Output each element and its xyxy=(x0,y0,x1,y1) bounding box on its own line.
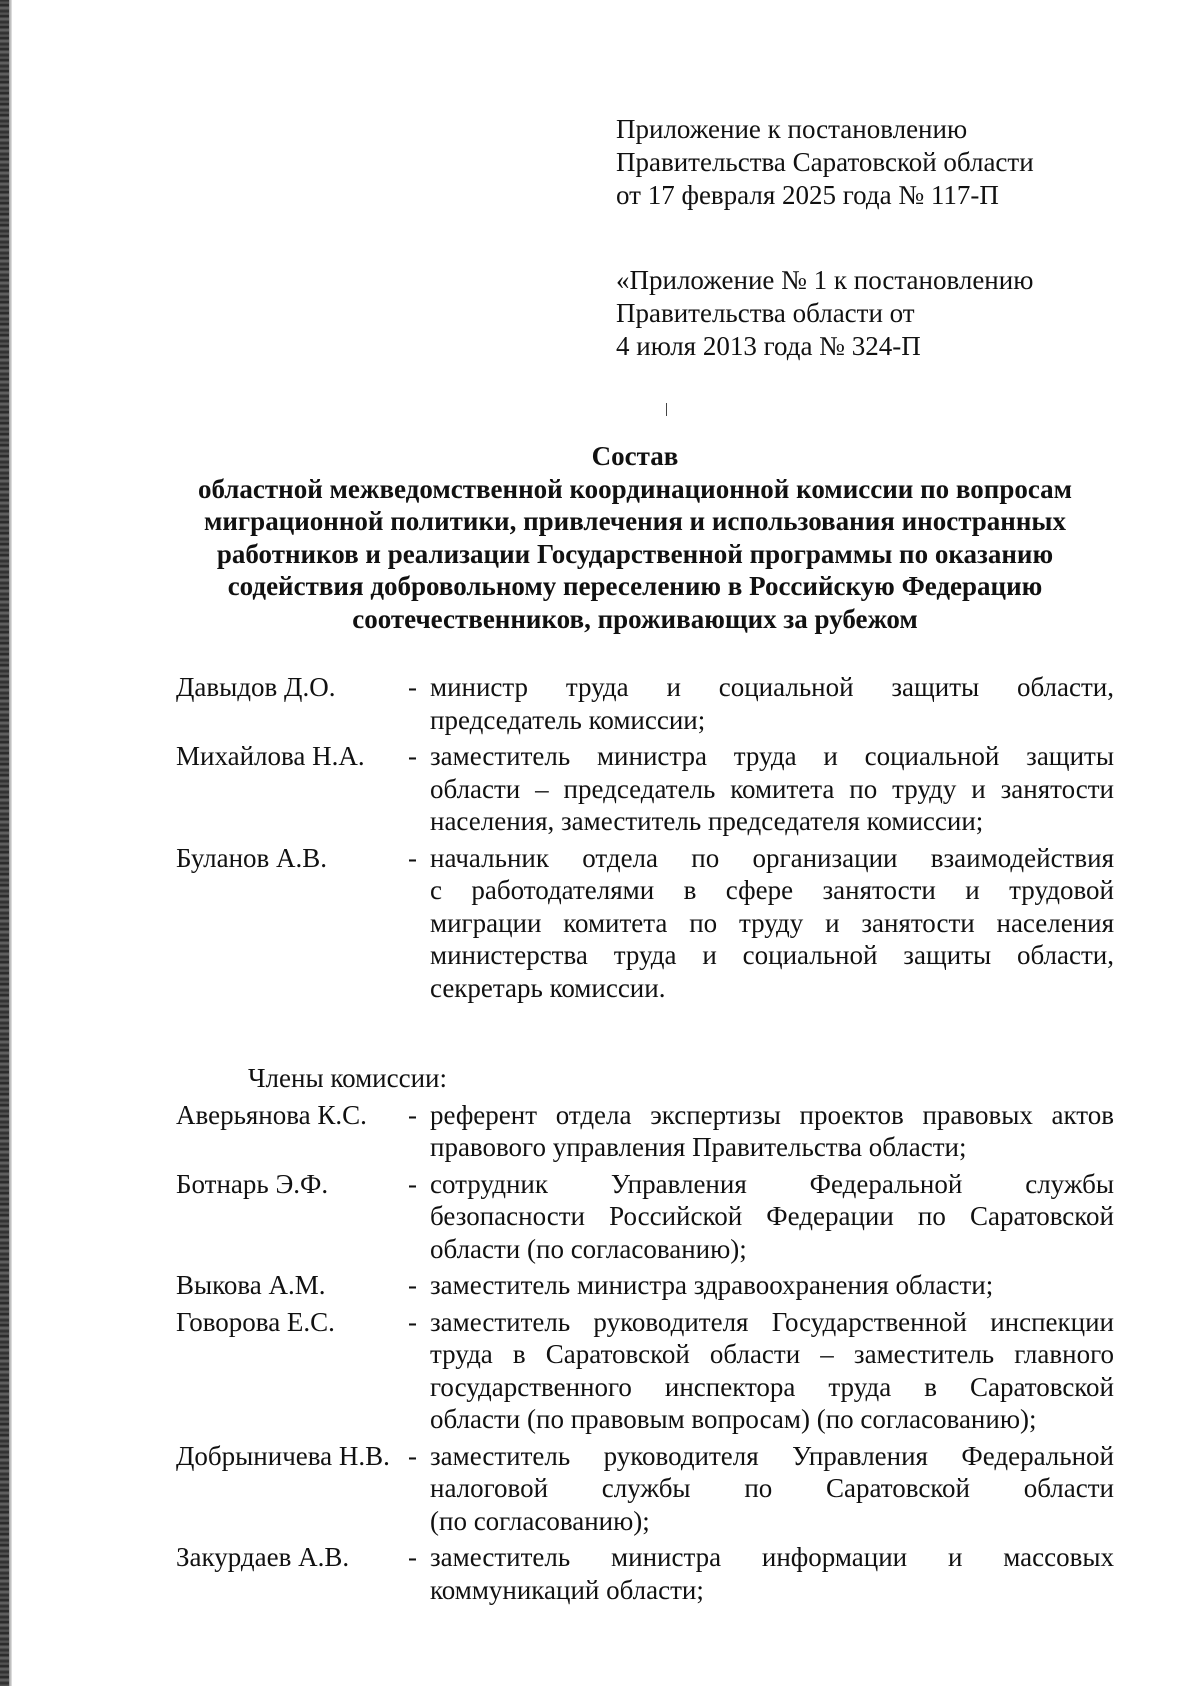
member-role xyxy=(430,1440,1114,1538)
header-line: Правительства области от xyxy=(616,298,915,328)
list-item xyxy=(176,1440,1114,1538)
list-item xyxy=(176,1168,1114,1266)
title-line: Состав xyxy=(591,441,679,471)
role-line: области – председатель комитета по труду и занятости xyxy=(430,773,1114,804)
role-line: председатель комиссии; xyxy=(430,704,706,735)
member-name: Ботнарь Э.Ф. xyxy=(176,1168,329,1199)
member-name: Добрыничева Н.В. xyxy=(176,1440,390,1471)
title-line: областной межведомственной координационной комиссии по вопросам xyxy=(197,473,1073,504)
role-line: министр труда и социальной защиты области, xyxy=(430,672,1114,702)
list-item xyxy=(176,671,1114,736)
header-line: Приложение к постановлению xyxy=(616,114,968,144)
member-role xyxy=(430,1099,1114,1164)
role-line: заместитель руководителя Управления Федеральной xyxy=(430,1440,1114,1471)
role-line: начальник отдела по организации взаимодействия xyxy=(430,842,1114,873)
member-role xyxy=(430,1168,1114,1266)
scan-mark xyxy=(666,403,667,416)
title-line: содействия добровольному переселению в Российскую Федерацию xyxy=(227,571,1043,601)
dash: - xyxy=(408,1440,417,1471)
dash: - xyxy=(408,1270,417,1300)
member-role xyxy=(430,740,1114,838)
role-line: с работодателями в сфере занятости и трудовой xyxy=(430,875,1114,905)
role-line: области (по правовым вопросам) (по согласованию); xyxy=(430,1404,1037,1434)
role-line: налоговой службы по Саратовской области xyxy=(430,1473,1114,1503)
member-name: Закурдаев А.В. xyxy=(176,1542,350,1572)
scan-edge-shadow xyxy=(9,0,12,1686)
list-item xyxy=(176,842,1114,1005)
role-line: заместитель руководителя Государственной инспекции xyxy=(430,1306,1114,1337)
header-line: от 17 февраля 2025 года № 117-П xyxy=(616,180,999,210)
title-line: миграционной политики, привлечения и использования иностранных xyxy=(203,506,1067,536)
member-name: Аверьянова К.С. xyxy=(176,1099,367,1130)
member-name: Давыдов Д.О. xyxy=(176,672,336,702)
dash: - xyxy=(408,1168,417,1199)
role-line: безопасности Российской Федерации по Саратовской xyxy=(430,1201,1114,1231)
member-role xyxy=(430,842,1114,1005)
role-line: области (по согласованию); xyxy=(430,1233,747,1264)
list-item xyxy=(176,1099,1114,1164)
header-line: «Приложение № 1 к постановлению xyxy=(616,265,1034,295)
title-line: работников и реализации Государственной программы по оказанию xyxy=(216,538,1054,569)
role-line: населения, заместитель председателя комиссии; xyxy=(430,806,984,836)
member-name: Буланов А.В. xyxy=(176,842,328,873)
list-item xyxy=(176,1306,1114,1436)
appendix-header xyxy=(616,113,1136,363)
list-item xyxy=(176,1541,1114,1606)
role-line: референт отдела экспертизы проектов правовых актов xyxy=(430,1099,1114,1130)
role-line: заместитель министра информации и массовых xyxy=(430,1542,1114,1572)
member-name: Выкова А.М. xyxy=(176,1270,326,1300)
dash: - xyxy=(408,1542,417,1572)
list-item xyxy=(176,1269,1114,1302)
member-role xyxy=(430,1269,1114,1302)
dash: - xyxy=(408,741,417,771)
scan-edge xyxy=(0,0,9,1686)
document-title xyxy=(160,440,1110,635)
members-heading: Члены комиссии: xyxy=(248,1063,447,1093)
role-line: государственного инспектора труда в Саратовской xyxy=(430,1371,1114,1402)
commission-list xyxy=(176,671,1114,1610)
list-item xyxy=(176,740,1114,838)
member-role xyxy=(430,1306,1114,1436)
member-name: Михайлова Н.А. xyxy=(176,741,365,771)
header-line: 4 июля 2013 года № 324-П xyxy=(616,331,921,361)
dash: - xyxy=(408,1306,417,1337)
role-line: секретарь комиссии. xyxy=(430,972,666,1003)
dash: - xyxy=(408,1099,417,1130)
role-line: правового управления Правительства области; xyxy=(430,1132,967,1162)
header-line: Правительства Саратовской области xyxy=(616,147,1034,177)
role-line: заместитель министра здравоохранения области; xyxy=(430,1270,994,1300)
dash: - xyxy=(408,842,417,873)
role-line: (по согласованию); xyxy=(430,1505,650,1536)
member-name: Говорова Е.С. xyxy=(176,1306,335,1337)
role-line: министерства труда и социальной защиты области, xyxy=(430,940,1114,970)
member-role xyxy=(430,671,1114,736)
role-line: миграции комитета по труду и занятости населения xyxy=(430,907,1114,938)
role-line: труда в Саратовской области – заместитель главного xyxy=(430,1339,1114,1369)
member-role xyxy=(430,1541,1114,1606)
role-line: заместитель министра труда и социальной защиты xyxy=(430,741,1114,771)
role-line: коммуникаций области; xyxy=(430,1574,704,1605)
role-line: сотрудник Управления Федеральной службы xyxy=(430,1168,1114,1199)
dash: - xyxy=(408,672,417,702)
title-line: соотечественников, проживающих за рубежом xyxy=(352,603,918,634)
